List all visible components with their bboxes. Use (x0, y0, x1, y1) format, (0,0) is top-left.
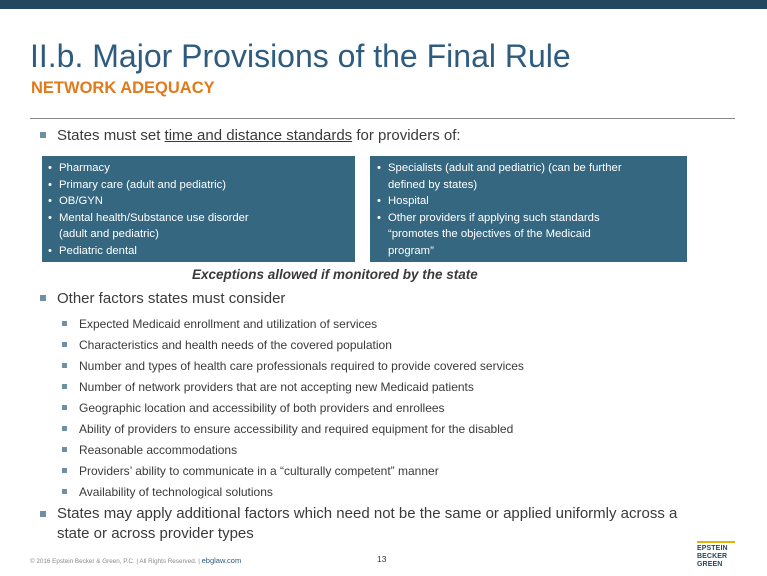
sub-bullet-square-icon (62, 426, 67, 431)
factor-text: Providers’ ability to communicate in a “culturally competent” manner (79, 464, 439, 478)
factor-item (62, 422, 513, 436)
sub-bullet-square-icon (62, 363, 67, 368)
page-number: 13 (377, 554, 387, 564)
bullet-square-icon (40, 295, 46, 301)
page-subtitle: NETWORK ADEQUACY (31, 79, 215, 97)
top-bar (0, 0, 767, 9)
factor-item (62, 464, 439, 478)
factor-item (62, 359, 524, 373)
provider-item-continuation: “promotes the objectives of the Medicaid (388, 228, 591, 241)
provider-item-continuation: defined by states) (388, 178, 478, 191)
factor-text: Expected Medicaid enrollment and utilization of services (79, 317, 378, 331)
factor-item (62, 401, 445, 415)
factor-text: Availability of technological solutions (79, 485, 273, 499)
bullet-time-distance (40, 127, 461, 144)
sub-bullet-square-icon (62, 447, 67, 452)
provider-item: • Mental health/Substance use disorder (48, 210, 355, 227)
provider-item: • Other providers if applying such standards (377, 210, 687, 227)
footer-copyright (30, 556, 241, 565)
bullet-text-prefix: States must set (57, 127, 165, 144)
provider-box-right (370, 156, 687, 262)
provider-item: • OB/GYN (48, 193, 355, 210)
bullet-text (57, 127, 461, 144)
bullet-other-factors (40, 290, 285, 307)
bullet-text-underlined: time and distance standards (164, 127, 353, 144)
bullet-text (57, 504, 677, 544)
factor-item (62, 443, 237, 457)
provider-item: • Pediatric dental (48, 243, 355, 260)
bullet-square-icon (40, 132, 46, 138)
exceptions-note: Exceptions allowed if monitored by the state (192, 267, 478, 282)
factor-item (62, 485, 273, 499)
factor-item (62, 317, 377, 331)
provider-item: • Hospital (377, 193, 687, 210)
factor-text: Number of network providers that are not accepting new Medicaid patients (79, 380, 474, 394)
sub-bullet-square-icon (62, 489, 67, 494)
provider-item: • Primary care (adult and pediatric) (48, 177, 355, 194)
bullet-text-suffix: for providers of: (352, 127, 461, 144)
bullet-additional-factors (40, 504, 677, 544)
factor-text: Geographic location and accessibility of both providers and enrollees (79, 401, 445, 415)
sub-bullet-square-icon (62, 321, 67, 326)
factor-text: Number and types of health care professionals required to provide covered services (79, 359, 524, 373)
page-title: II.b. Major Provisions of the Final Rule (30, 38, 571, 74)
bullet-text-line: state or across provider types (57, 525, 254, 542)
sub-bullet-square-icon (62, 384, 67, 389)
factor-text: Characteristics and health needs of the covered population (79, 338, 392, 352)
bullet-text-line: States may apply additional factors which need not be the same or applied uniformly across a (57, 505, 678, 522)
sub-bullet-square-icon (62, 468, 67, 473)
provider-item: • Pharmacy (48, 160, 355, 177)
provider-item: • Specialists (adult and pediatric) (can be further (377, 160, 687, 177)
provider-item-continuation: program” (388, 244, 434, 257)
company-logo (697, 541, 735, 569)
title-divider (30, 118, 735, 119)
bullet-square-icon (40, 511, 46, 517)
factor-text: Reasonable accommodations (79, 443, 238, 457)
factor-item (62, 380, 474, 394)
sub-bullet-square-icon (62, 405, 67, 410)
footer-site-link[interactable]: ebglaw.com (201, 556, 242, 565)
logo-accent-bar (697, 541, 735, 543)
logo-text-line: EPSTEIN (697, 545, 728, 552)
provider-box-left (42, 156, 355, 262)
provider-item-continuation: (adult and pediatric) (59, 228, 159, 241)
logo-text-line: GREEN (697, 561, 723, 568)
sub-bullet-square-icon (62, 342, 67, 347)
factor-text: Ability of providers to ensure accessibility and required equipment for the disabled (79, 422, 514, 436)
copyright-text: © 2016 Epstein Becker & Green, P.C. | All Rights Reserved. | (30, 558, 200, 565)
bullet-text: Other factors states must consider (57, 290, 286, 307)
factor-item (62, 338, 392, 352)
logo-text-line: BECKER (697, 553, 728, 560)
